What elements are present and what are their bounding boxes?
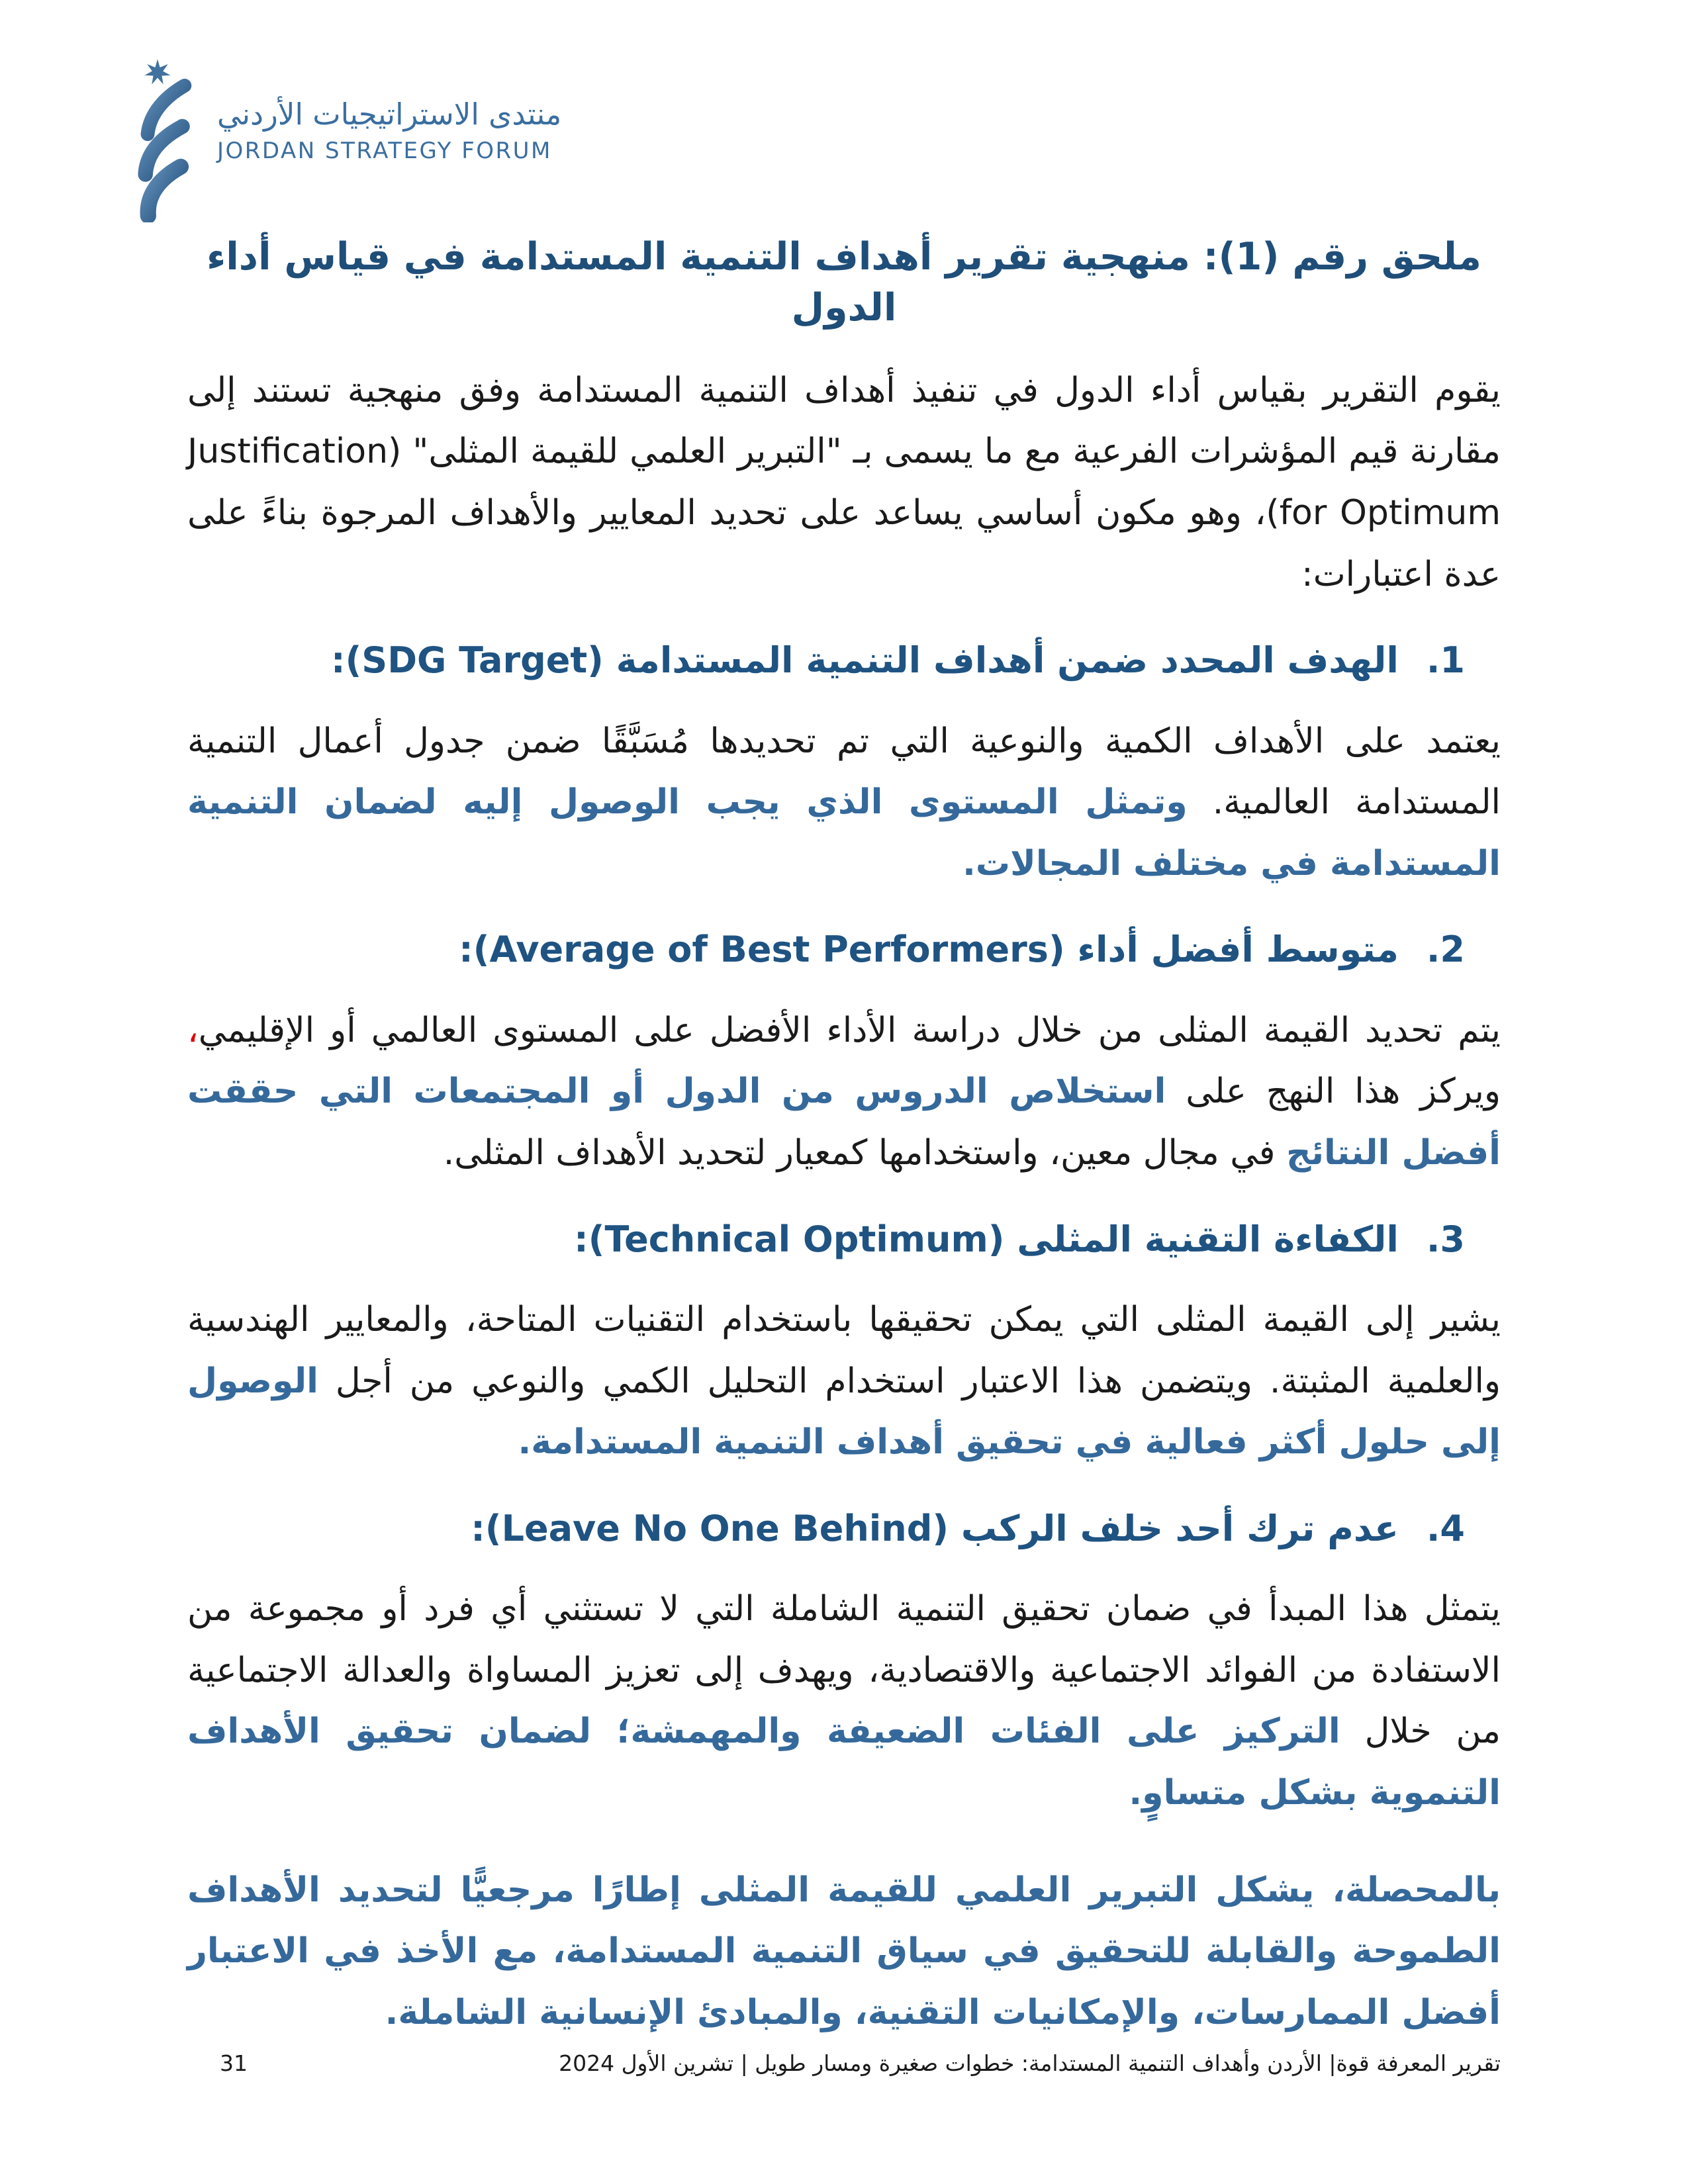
section-2-heading bbox=[187, 925, 1465, 975]
section-4-text: يتمثل هذا المبدأ في ضمان تحقيق التنمية الشاملة التي لا تستثني أي فرد أو مجموعة من الاستفادة من الفوائد الاجتماعية والاقتصادية، ويهدف إلى تعزيز المساواة والعدالة الاجتماعية من خلال bbox=[187, 1589, 1501, 1752]
emphasis-text: التركيز على الفئات الضعيفة والمهمشة؛ لضمان تحقيق الأهداف التنموية بشكل متساوٍ. bbox=[187, 1711, 1501, 1813]
logo-arabic-name: منتدى الاستراتيجيات الأردني bbox=[217, 97, 562, 132]
logo-english-name: JORDAN STRATEGY FORUM bbox=[217, 137, 552, 164]
emphasis-text: استخلاص الدروس من الدول أو المجتمعات التي حققت أفضل النتائج bbox=[187, 1071, 1501, 1173]
page-title: ملحق رقم (1): منهجية تقرير أهداف التنمية المستدامة في قياس أداء الدول bbox=[207, 235, 1481, 330]
section-3-paragraph bbox=[187, 1289, 1501, 1473]
section-2-text-1: يتم تحديد القيمة المثلى من خلال دراسة الأداء الأفضل على المستوى العالمي أو الإقليمي bbox=[198, 1010, 1501, 1050]
section-4-heading-text: عدم ترك أحد خلف الركب (Leave No One Behind): bbox=[471, 1507, 1399, 1549]
jsf-logo-icon bbox=[131, 57, 197, 222]
intro-paragraph bbox=[187, 360, 1501, 605]
emphasis-text: الوصول إلى حلول أكثر فعالية في تحقيق أهداف التنمية المستدامة. bbox=[187, 1361, 1501, 1463]
section-1-paragraph bbox=[187, 711, 1501, 895]
section-4-paragraph bbox=[187, 1578, 1501, 1823]
jsf-logo bbox=[131, 57, 561, 222]
logo-wordmark bbox=[217, 98, 561, 163]
footer-text: تقرير المعرفة قوة| الأردن وأهداف التنمية المستدامة: خطوات صغيرة ومسار طويل | تشرين الأول 2024 bbox=[559, 2050, 1501, 2076]
section-2-text-3: في مجال معين، واستخدامها كمعيار لتحديد الأهداف المثلى. bbox=[443, 1132, 1287, 1173]
section-4-heading bbox=[187, 1504, 1465, 1554]
section-3-heading bbox=[187, 1214, 1465, 1265]
page-number: 31 bbox=[220, 2050, 248, 2076]
section-2-text-2: ويركز هذا النهج على bbox=[1166, 1071, 1501, 1112]
section-1-text: يعتمد على الأهداف الكمية والنوعية التي تم تحديدها مُسَبَّقًا ضمن جدول أعمال التنمية المستدامة العالمية. bbox=[187, 721, 1501, 823]
section-1-heading-text: الهدف المحدد ضمن أهداف التنمية المستدامة (SDG Target): bbox=[331, 639, 1399, 682]
intro-text-2: ، وهو مكون أساسي يساعد على تحديد المعايير والأهداف المرجوة بناءً على عدة اعتبارات: bbox=[187, 492, 1501, 594]
conclusion-paragraph: بالمحصلة، يشكل التبرير العلمي للقيمة المثلى إطارًا مرجعيًّا لتحديد الأهداف الطموحة والقابلة للتحقيق في سياق التنمية المستدامة، مع الأخذ في الاعتبار أفضل الممارسات، والإمكانيات التقنية، والمبادئ الإنسانية الشاملة. bbox=[187, 1870, 1501, 2032]
section-1-heading bbox=[187, 635, 1465, 686]
section-3-heading-text: الكفاءة التقنية المثلى (Technical Optimum): bbox=[574, 1218, 1399, 1260]
seven-point-star-icon bbox=[145, 59, 171, 84]
section-2-paragraph bbox=[187, 1000, 1501, 1184]
section-3-number: 3. bbox=[1426, 1218, 1465, 1260]
red-comma: ، bbox=[187, 1010, 199, 1050]
swoosh-ribbon-icon bbox=[146, 85, 185, 216]
emphasis-text: وتمثل المستوى الذي يجب الوصول إليه لضمان التنمية المستدامة في مختلف المجالات. bbox=[187, 782, 1501, 884]
latin-term: (Justification for Optimum) bbox=[187, 432, 1501, 533]
document-body bbox=[187, 232, 1501, 2043]
section-1-number: 1. bbox=[1426, 639, 1465, 682]
section-2-heading-text: متوسط أفضل أداء (Average of Best Performers): bbox=[459, 929, 1399, 971]
section-4-number: 4. bbox=[1426, 1507, 1465, 1549]
section-3-text: يشير إلى القيمة المثلى التي يمكن تحقيقها باستخدام التقنيات المتاحة، والمعايير الهندسية والعلمية المثبتة. ويتضمن هذا الاعتبار استخدام التحليل الكمي والنوعي من أجل bbox=[187, 1300, 1501, 1401]
intro-text-1: يقوم التقرير بقياس أداء الدول في تنفيذ أهداف التنمية المستدامة وفق منهجية تستند إلى مقارنة قيم المؤشرات الفرعية مع ما يسمى بـ "التبرير العلمي للقيمة المثلى" bbox=[187, 370, 1501, 472]
section-2-number: 2. bbox=[1426, 929, 1465, 971]
